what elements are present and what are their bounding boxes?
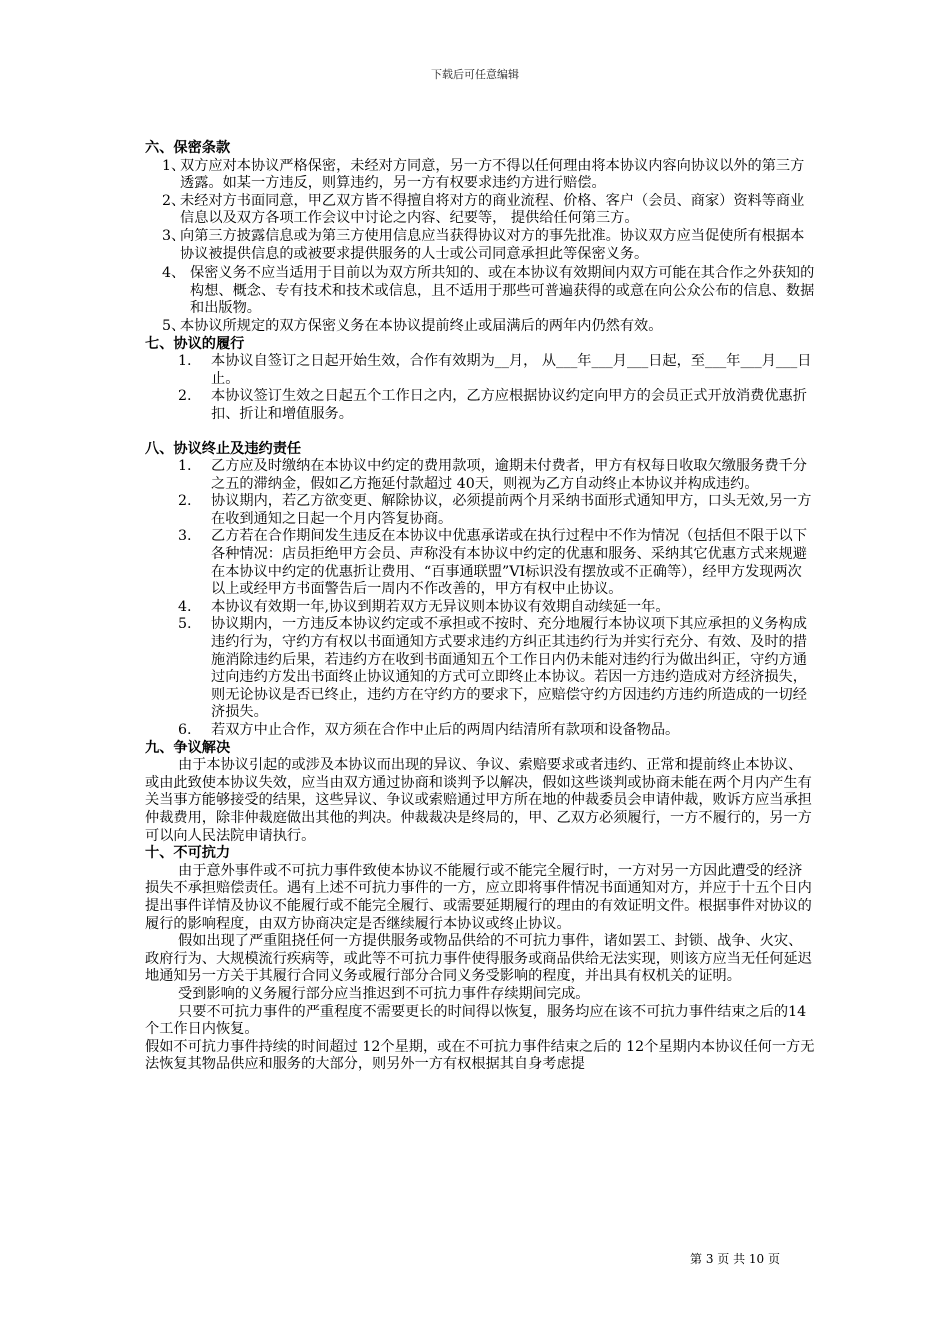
paragraph: 只要不可抗力事件的严重程度不需要更长的时间得以恢复，服务均应在该不可抗力事件结束之后的14个工作日内恢复。 xyxy=(145,1003,807,1038)
list-item: 1. 本协议自签订之日起开始生效，合作有效期为__月， 从___年___月___日起，至___年___月___日止。 xyxy=(178,353,812,387)
list-item: 1. 乙方应及时缴纳在本协议中约定的费用款项，逾期未付费者，甲方有权每日收取欠缴服务费千分之五的滞纳金，假如乙方拖延付款超过 40天，则视为乙方自动终止本协议并构成违约。 xyxy=(178,458,807,492)
page-header: 下载后可任意编辑 xyxy=(431,68,519,81)
section-title-force-majeure: 十、不可抗力 xyxy=(145,845,231,862)
paragraph: 由于意外事件或不可抗力事件致使本协议不能履行或不能完全履行时，一方对另一方因此遭受的经济损失不承担赔偿责任。遇有上述不可抗力事件的一方，应立即将事件情况书面通知对方，并应于十五个日内提出事件详情及协议不能履行或不能完全履行、或需要延期履行的理由的有效证明文件。根据事件对协议的履行的影响程度，由双方协商决定是否继续履行本协议或终止协议。 xyxy=(145,862,812,932)
list-item: 4、 保密义务不应当适用于目前以为双方所共知的、或在本协议有效期间内双方可能在其合作之外获知的构想、概念、专有技术和技术或信息，且不适用于那些可普遍获得的或意在向公众公布的信息、数据和出版物。 xyxy=(162,265,815,317)
paragraph: 受到影响的义务履行部分应当推迟到不可抗力事件存续期间完成。 xyxy=(178,985,590,1002)
list-item: 2. 协议期内，若乙方欲变更、解除协议，必须提前两个月采纳书面形式通知甲方，口头无效,另一方在收到通知之日起一个月内答复协商。 xyxy=(178,493,812,527)
list-item: 2. 本协议签订生效之日起五个工作日之内，乙方应根据协议约定向甲方的会员正式开放消费优惠折扣、折让和增值服务。 xyxy=(178,388,807,422)
section-title-termination: 八、协议终止及违约责任 xyxy=(145,440,302,457)
document-body xyxy=(145,140,815,1074)
list-item: 3、 向第三方披露信息或为第三方使用信息应当获得协议对方的事先批准。协议双方应当促使所有根据本协议被提供信息的或被要求提供服务的人士或公司同意承担此等保密义务。 xyxy=(162,227,805,262)
list-item: 5. 协议期内，一方违反本协议约定或不承担或不按时、充分地履行本协议项下其应承担的义务构成违约行为，守约方有权以书面通知方式要求违约方纠正其违约行为并实行充分、有效、及时的措施消除违约后果，若违约方在收到书面通知五个工作日内仍未能对违约行为做出纠正，守约方通过向违约方发出书面终止协议通知的方式可立即终止本协议。若因一方违约造成对方经济损失，则无论协议是否已终止，违约方在守约方的要求下，应赔偿守约方因违约方违约所造成的一切经济损失。 xyxy=(178,616,807,721)
paragraph: 假如出现了严重阻挠任何一方提供服务或物品供给的不可抗力事件，诸如罢工、封锁、战争、火灾、政府行为、大规模流行疾病等，或此等不可抗力事件使得服务或商品供给无法实现，则该方应当无任何延迟地通知另一方关于其履行合同义务或履行部分合同义务受影响的程度，并出具有权机关的证明。 xyxy=(145,933,812,985)
section-title-performance: 七、协议的履行 xyxy=(145,335,245,352)
paragraph: 假如不可抗力事件持续的时间超过 12个星期，或在不可抗力事件结束之后的 12个星期内本协议任何一方无法恢复其物品供应和服务的大部分，则另外一方有权根据其自身考虑提 xyxy=(145,1038,815,1073)
list-item: 1、 双方应对本协议严格保密，未经对方同意，另一方不得以任何理由将本协议内容向协议以外的第三方透露。如某一方违反，则算违约，另一方有权要求违约方进行赔偿。 xyxy=(162,157,805,192)
paragraph: 由于本协议引起的或涉及本协议而出现的异议、争议、索赔要求或者违约、正常和提前终止本协议、或由此致使本协议失效，应当由双方通过协商和谈判予以解决，假如这些谈判或协商未能在两个月内产生有关当事方能够接受的结果，这些异议、争议或索赔通过甲方所在地的仲裁委员会申请仲裁，败诉方应当承担仲裁费用，除非仲裁庭做出其他的判决。仲裁裁决是终局的，甲、乙双方必须履行，一方不履行的，另一方可以向人民法院申请执行。 xyxy=(145,757,812,844)
list-item: 6. 若双方中止合作，双方须在合作中止后的两周内结清所有款项和设备物品。 xyxy=(178,722,680,738)
section-title-dispute: 九、争议解决 xyxy=(145,739,231,756)
list-item: 3. 乙方若在合作期间发生违反在本协议中优惠承诺或在执行过程中不作为情况（包括但不限于以下各种情况：店员拒绝甲方会员、声称没有本协议中约定的优惠和服务、采纳其它优惠方式来规避在本协议中约定的优惠折让费用、“百事通联盟”VI标识没有摆放或不正确等），经甲方发现两次以上或经甲方书面警告后一周内不作改善的，甲方有权中止协议。 xyxy=(178,528,807,598)
section-title-confidentiality: 六、保密条款 xyxy=(145,140,231,156)
page-number: 第 3 页 共 10 页 xyxy=(690,1252,780,1266)
list-item: 2、 未经对方书面同意，甲乙双方皆不得擅自将对方的商业流程、价格、客户（会员、商家）资料等商业信息以及双方各项工作会议中讨论之内容、纪要等， 提供给任何第三方。 xyxy=(162,192,805,227)
list-item: 4. 本协议有效期一年,协议到期若双方无异议则本协议有效期自动续延一年。 xyxy=(178,598,670,615)
list-item: 5、 本协议所规定的双方保密义务在本协议提前终止或届满后的两年内仍然有效。 xyxy=(162,317,663,334)
